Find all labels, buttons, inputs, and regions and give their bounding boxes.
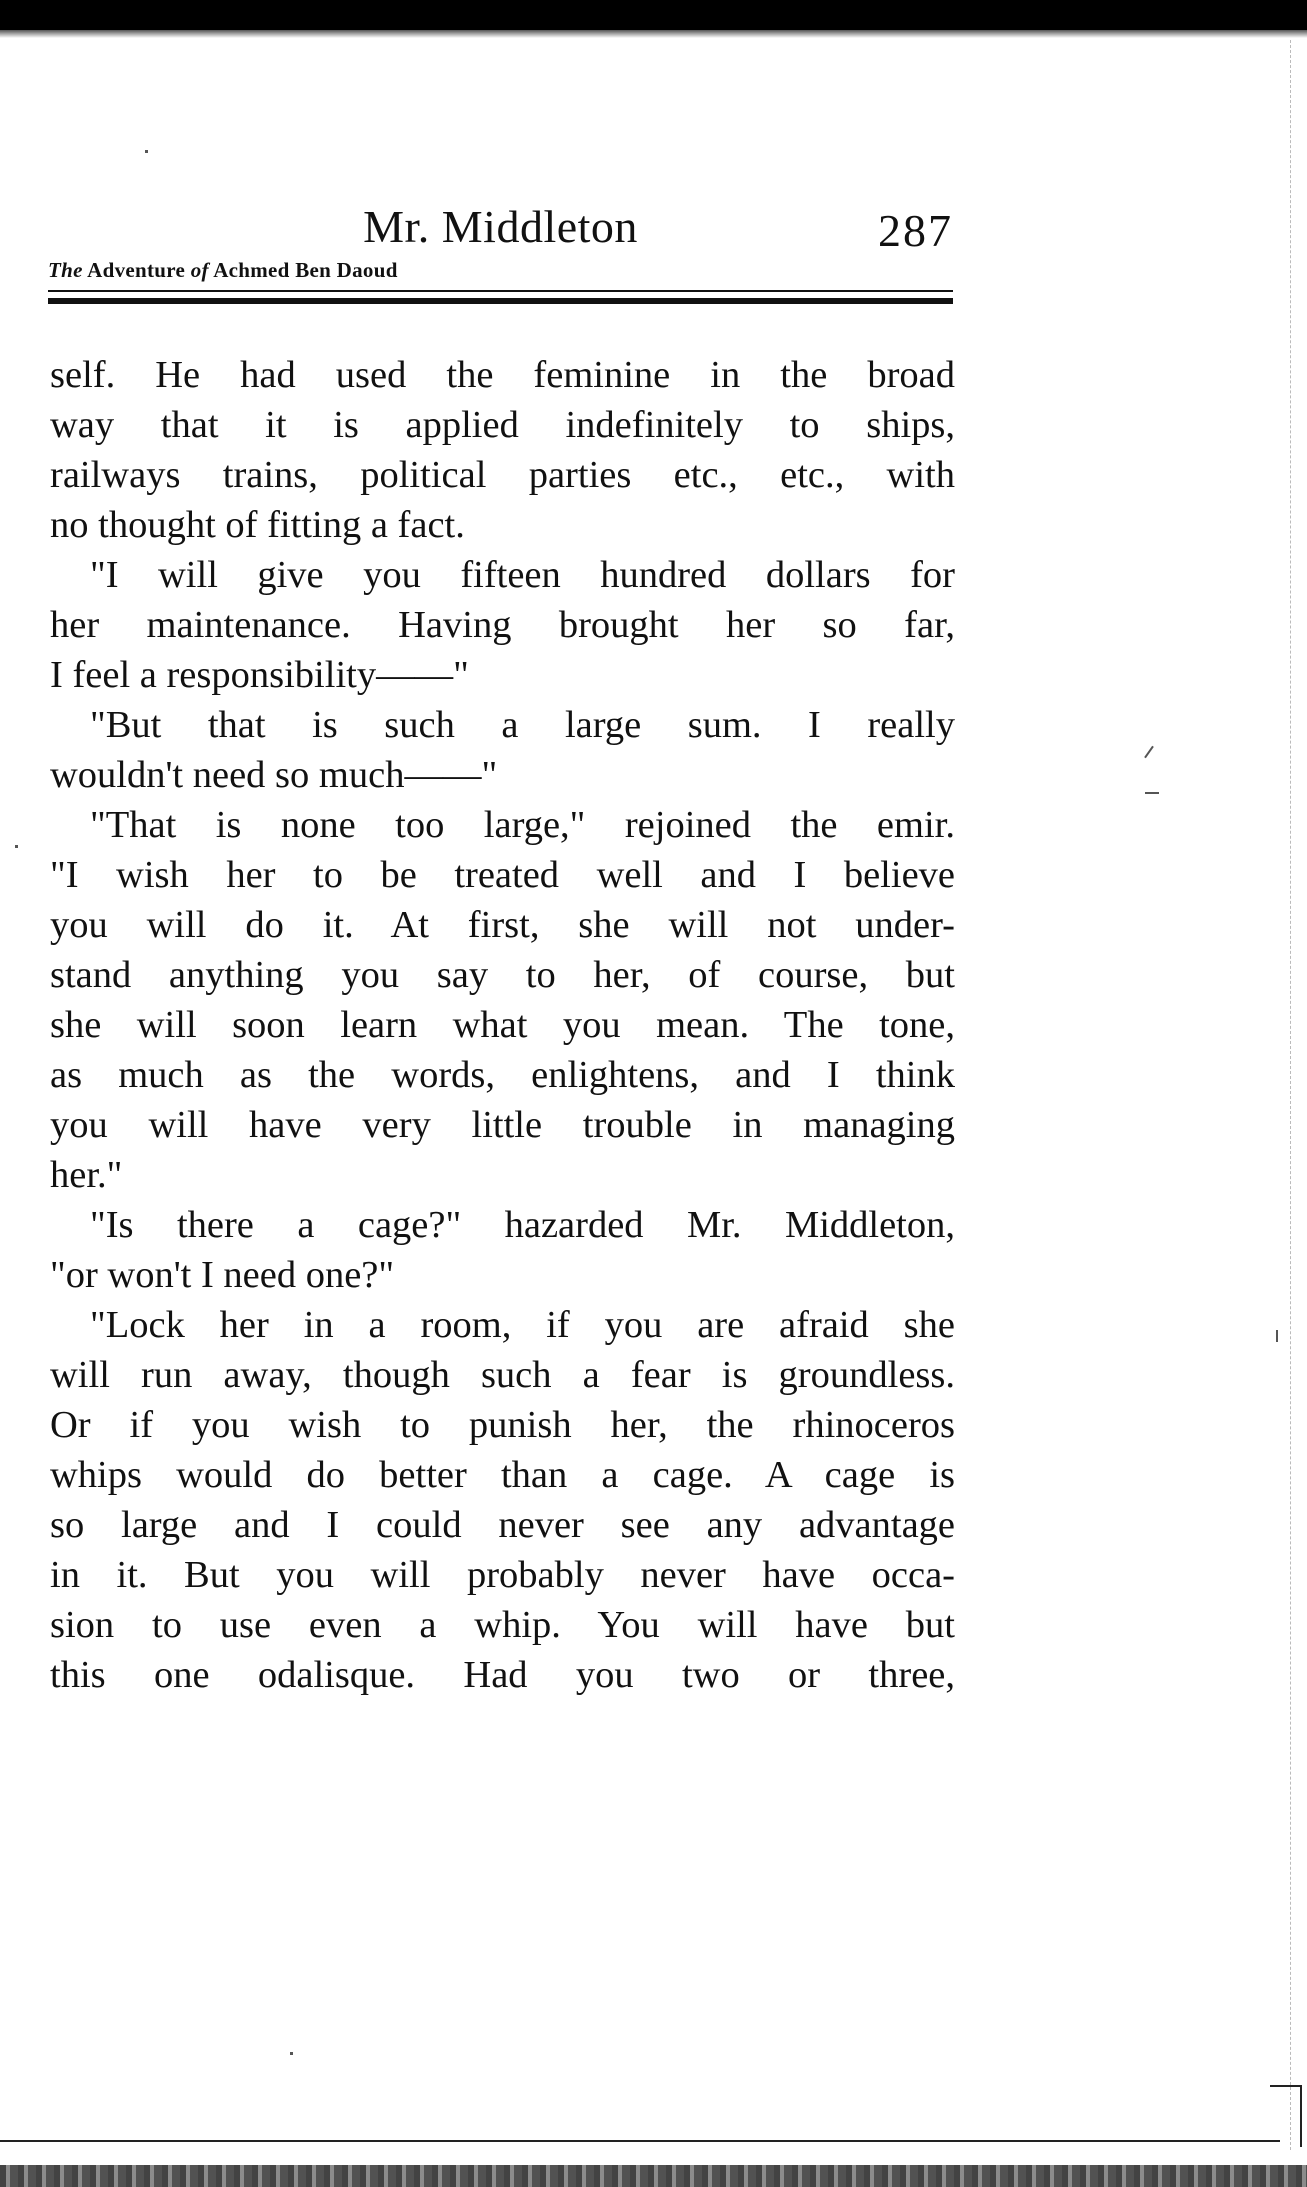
body-line: self. He had used the feminine in the broad [50, 354, 955, 396]
page-corner-mark [1270, 2085, 1302, 2147]
body-line: you will have very little trouble in managing [50, 1104, 955, 1146]
scan-speck [1145, 792, 1159, 794]
body-line: "I wish her to be treated well and I believe [50, 854, 955, 896]
body-line: "I will give you fifteen hundred dollars for [90, 554, 955, 596]
page-bottom-edge [0, 2165, 1307, 2187]
body-line: as much as the words, enlightens, and I think [50, 1054, 955, 1096]
body-line: this one odalisque. Had you two or three, [50, 1654, 955, 1696]
body-line: will run away, though such a fear is groundless. [50, 1354, 955, 1396]
body-line: sion to use even a whip. You will have but [50, 1604, 955, 1646]
body-line: her maintenance. Having brought her so far, [50, 604, 955, 646]
running-head-title: Mr. Middleton [363, 201, 638, 252]
subtitle-name: Achmed Ben Daoud [213, 258, 398, 282]
body-line: stand anything you say to her, of course, but [50, 954, 955, 996]
body-line: her." [50, 1154, 123, 1196]
body-line: I feel a responsibility——" [50, 654, 469, 696]
scan-speck [1276, 1330, 1278, 1342]
running-head [48, 200, 953, 290]
body-line: whips would do better than a cage. A cage is [50, 1454, 955, 1496]
body-line: so large and I could never see any advantage [50, 1504, 955, 1546]
header-rule-thick [48, 298, 953, 304]
body-line: no thought of fitting a fact. [50, 504, 465, 546]
body-line: Or if you wish to punish her, the rhinoceros [50, 1404, 955, 1446]
body-line: "Is there a cage?" hazarded Mr. Middleton, [90, 1204, 955, 1246]
body-line: she will soon learn what you mean. The tone, [50, 1004, 955, 1046]
page-number: 287 [878, 205, 953, 256]
body-line: railways trains, political parties etc., etc., with [50, 454, 955, 496]
body-line: in it. But you will probably never have occa- [50, 1554, 955, 1596]
body-line: "But that is such a large sum. I really [90, 704, 955, 746]
body-line: "or won't I need one?" [50, 1254, 395, 1296]
page-bottom-rule [0, 2140, 1280, 2142]
scan-speck [1144, 746, 1154, 759]
subtitle-adventure: Adventure [87, 258, 186, 282]
scan-speck [15, 845, 18, 848]
body-text [50, 350, 955, 1700]
scan-speck [290, 2052, 293, 2055]
subtitle-of: of [190, 258, 209, 282]
scan-speck [145, 150, 148, 153]
body-line: wouldn't need so much——" [50, 754, 498, 796]
body-line: "That is none too large," rejoined the emir. [90, 804, 955, 846]
body-line: you will do it. At first, she will not under- [50, 904, 955, 946]
body-line: way that it is applied indefinitely to ships, [50, 404, 955, 446]
page-top-shadow [0, 30, 1307, 38]
body-line: "Lock her in a room, if you are afraid she [90, 1304, 955, 1346]
page-gutter-line [1290, 40, 1291, 2150]
page-top-edge [0, 0, 1307, 30]
header-rule-thin [48, 290, 953, 292]
subtitle-the: The [48, 258, 83, 282]
running-head-subtitle [48, 258, 398, 283]
